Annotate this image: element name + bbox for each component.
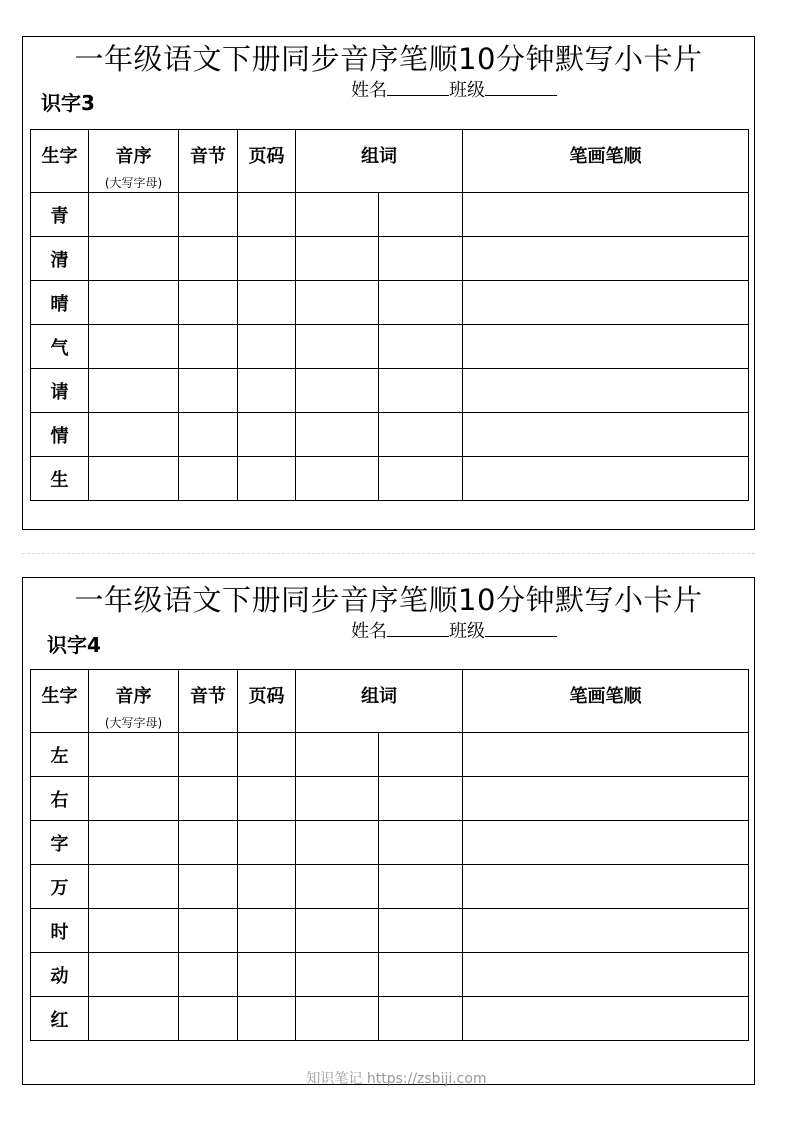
header-syllable: 音节	[179, 130, 238, 193]
syllable-cell[interactable]	[179, 821, 238, 865]
header-strokes: 笔画笔顺	[463, 670, 749, 733]
page-cell[interactable]	[238, 281, 296, 325]
char-cell: 青	[31, 193, 89, 237]
char-cell: 红	[31, 997, 89, 1041]
syllable-cell[interactable]	[179, 997, 238, 1041]
dictation-table	[30, 129, 749, 501]
name-class-line	[351, 618, 557, 644]
lesson-label: 识字3	[41, 91, 95, 115]
name-blank[interactable]	[387, 618, 449, 637]
order-cell[interactable]	[89, 865, 179, 909]
name-class-line	[351, 77, 557, 103]
page-cell[interactable]	[238, 777, 296, 821]
header-words: 组词	[296, 670, 463, 733]
word-cell-1[interactable]	[296, 193, 379, 237]
header-row	[31, 670, 749, 733]
order-cell[interactable]	[89, 413, 179, 457]
word-cell-1[interactable]	[296, 953, 379, 997]
class-label: 班级	[449, 80, 485, 101]
order-cell[interactable]	[89, 821, 179, 865]
char-cell: 右	[31, 777, 89, 821]
strokes-cell[interactable]	[463, 325, 749, 369]
word-cell-1[interactable]	[296, 237, 379, 281]
word-cell-2[interactable]	[379, 369, 463, 413]
header-order-label: 音序	[115, 146, 152, 167]
dictation-card-2	[22, 577, 755, 1085]
class-blank[interactable]	[485, 618, 557, 637]
syllable-cell[interactable]	[179, 193, 238, 237]
word-cell-2[interactable]	[379, 325, 463, 369]
char-cell: 气	[31, 325, 89, 369]
word-cell-2[interactable]	[379, 281, 463, 325]
char-cell: 时	[31, 909, 89, 953]
header-order	[89, 130, 179, 193]
char-cell: 晴	[31, 281, 89, 325]
word-cell-1[interactable]	[296, 865, 379, 909]
table-row	[31, 237, 749, 281]
header-order-note: (大写字母)	[104, 716, 163, 730]
char-cell: 清	[31, 237, 89, 281]
order-cell[interactable]	[89, 281, 179, 325]
dictation-card-1	[22, 36, 755, 530]
lesson-label: 识字4	[47, 633, 101, 657]
syllable-cell[interactable]	[179, 237, 238, 281]
char-cell: 生	[31, 457, 89, 501]
order-cell[interactable]	[89, 193, 179, 237]
header-syllable: 音节	[179, 670, 238, 733]
page-cell[interactable]	[238, 953, 296, 997]
order-cell[interactable]	[89, 457, 179, 501]
strokes-cell[interactable]	[463, 237, 749, 281]
table-row	[31, 909, 749, 953]
page-cell[interactable]	[238, 909, 296, 953]
table-row	[31, 777, 749, 821]
header-order-note: (大写字母)	[104, 176, 163, 190]
word-cell-1[interactable]	[296, 997, 379, 1041]
strokes-cell[interactable]	[463, 953, 749, 997]
header-order-label: 音序	[115, 686, 152, 707]
table-row	[31, 457, 749, 501]
word-cell-1[interactable]	[296, 909, 379, 953]
table-row	[31, 733, 749, 777]
table-row	[31, 325, 749, 369]
page-cell[interactable]	[238, 237, 296, 281]
word-cell-2[interactable]	[379, 865, 463, 909]
word-cell-1[interactable]	[296, 281, 379, 325]
strokes-cell[interactable]	[463, 909, 749, 953]
word-cell-2[interactable]	[379, 997, 463, 1041]
strokes-cell[interactable]	[463, 281, 749, 325]
strokes-cell[interactable]	[463, 733, 749, 777]
syllable-cell[interactable]	[179, 733, 238, 777]
word-cell-1[interactable]	[296, 733, 379, 777]
dictation-table	[30, 669, 749, 1041]
table-row	[31, 953, 749, 997]
header-char: 生字	[31, 130, 89, 193]
word-cell-2[interactable]	[379, 821, 463, 865]
table-body	[31, 733, 749, 1041]
name-label: 姓名	[351, 621, 387, 642]
order-cell[interactable]	[89, 953, 179, 997]
table-row	[31, 369, 749, 413]
order-cell[interactable]	[89, 909, 179, 953]
name-label: 姓名	[351, 80, 387, 101]
order-cell[interactable]	[89, 997, 179, 1041]
word-cell-2[interactable]	[379, 777, 463, 821]
header-char: 生字	[31, 670, 89, 733]
syllable-cell[interactable]	[179, 909, 238, 953]
char-cell: 万	[31, 865, 89, 909]
char-cell: 左	[31, 733, 89, 777]
syllable-cell[interactable]	[179, 865, 238, 909]
header-row	[31, 130, 749, 193]
table-body	[31, 193, 749, 501]
syllable-cell[interactable]	[179, 777, 238, 821]
word-cell-2[interactable]	[379, 413, 463, 457]
syllable-cell[interactable]	[179, 281, 238, 325]
strokes-cell[interactable]	[463, 193, 749, 237]
header-strokes: 笔画笔顺	[463, 130, 749, 193]
word-cell-2[interactable]	[379, 909, 463, 953]
page-cell[interactable]	[238, 733, 296, 777]
strokes-cell[interactable]	[463, 865, 749, 909]
word-cell-2[interactable]	[379, 193, 463, 237]
order-cell[interactable]	[89, 733, 179, 777]
word-cell-1[interactable]	[296, 457, 379, 501]
page-cell[interactable]	[238, 865, 296, 909]
syllable-cell[interactable]	[179, 369, 238, 413]
word-cell-2[interactable]	[379, 953, 463, 997]
char-cell: 字	[31, 821, 89, 865]
order-cell[interactable]	[89, 325, 179, 369]
class-blank[interactable]	[485, 77, 557, 96]
word-cell-1[interactable]	[296, 821, 379, 865]
word-cell-1[interactable]	[296, 777, 379, 821]
name-blank[interactable]	[387, 77, 449, 96]
word-cell-2[interactable]	[379, 457, 463, 501]
header-page: 页码	[238, 670, 296, 733]
page-cell[interactable]	[238, 413, 296, 457]
footer-watermark: 知识笔记 https://zsbiji.com	[306, 1071, 487, 1087]
char-cell: 动	[31, 953, 89, 997]
word-cell-2[interactable]	[379, 733, 463, 777]
header-order	[89, 670, 179, 733]
table-row	[31, 193, 749, 237]
order-cell[interactable]	[89, 369, 179, 413]
card-title: 一年级语文下册同步音序笔顺10分钟默写小卡片	[74, 42, 703, 76]
page-cell[interactable]	[238, 821, 296, 865]
word-cell-2[interactable]	[379, 237, 463, 281]
strokes-cell[interactable]	[463, 369, 749, 413]
syllable-cell[interactable]	[179, 953, 238, 997]
strokes-cell[interactable]	[463, 997, 749, 1041]
order-cell[interactable]	[89, 237, 179, 281]
order-cell[interactable]	[89, 777, 179, 821]
char-cell: 请	[31, 369, 89, 413]
word-cell-1[interactable]	[296, 413, 379, 457]
strokes-cell[interactable]	[463, 777, 749, 821]
syllable-cell[interactable]	[179, 325, 238, 369]
table-row	[31, 281, 749, 325]
page-cell[interactable]	[238, 325, 296, 369]
table-row	[31, 865, 749, 909]
strokes-cell[interactable]	[463, 413, 749, 457]
page-cell[interactable]	[238, 369, 296, 413]
page-cell[interactable]	[238, 457, 296, 501]
class-label: 班级	[449, 621, 485, 642]
strokes-cell[interactable]	[463, 457, 749, 501]
header-words: 组词	[296, 130, 463, 193]
strokes-cell[interactable]	[463, 821, 749, 865]
word-cell-1[interactable]	[296, 325, 379, 369]
word-cell-1[interactable]	[296, 369, 379, 413]
page-cell[interactable]	[238, 193, 296, 237]
syllable-cell[interactable]	[179, 457, 238, 501]
table-row	[31, 997, 749, 1041]
page-cell[interactable]	[238, 997, 296, 1041]
card-separator	[22, 553, 755, 554]
table-row	[31, 413, 749, 457]
table-row	[31, 821, 749, 865]
char-cell: 情	[31, 413, 89, 457]
header-page: 页码	[238, 130, 296, 193]
card-title: 一年级语文下册同步音序笔顺10分钟默写小卡片	[74, 583, 703, 617]
syllable-cell[interactable]	[179, 413, 238, 457]
